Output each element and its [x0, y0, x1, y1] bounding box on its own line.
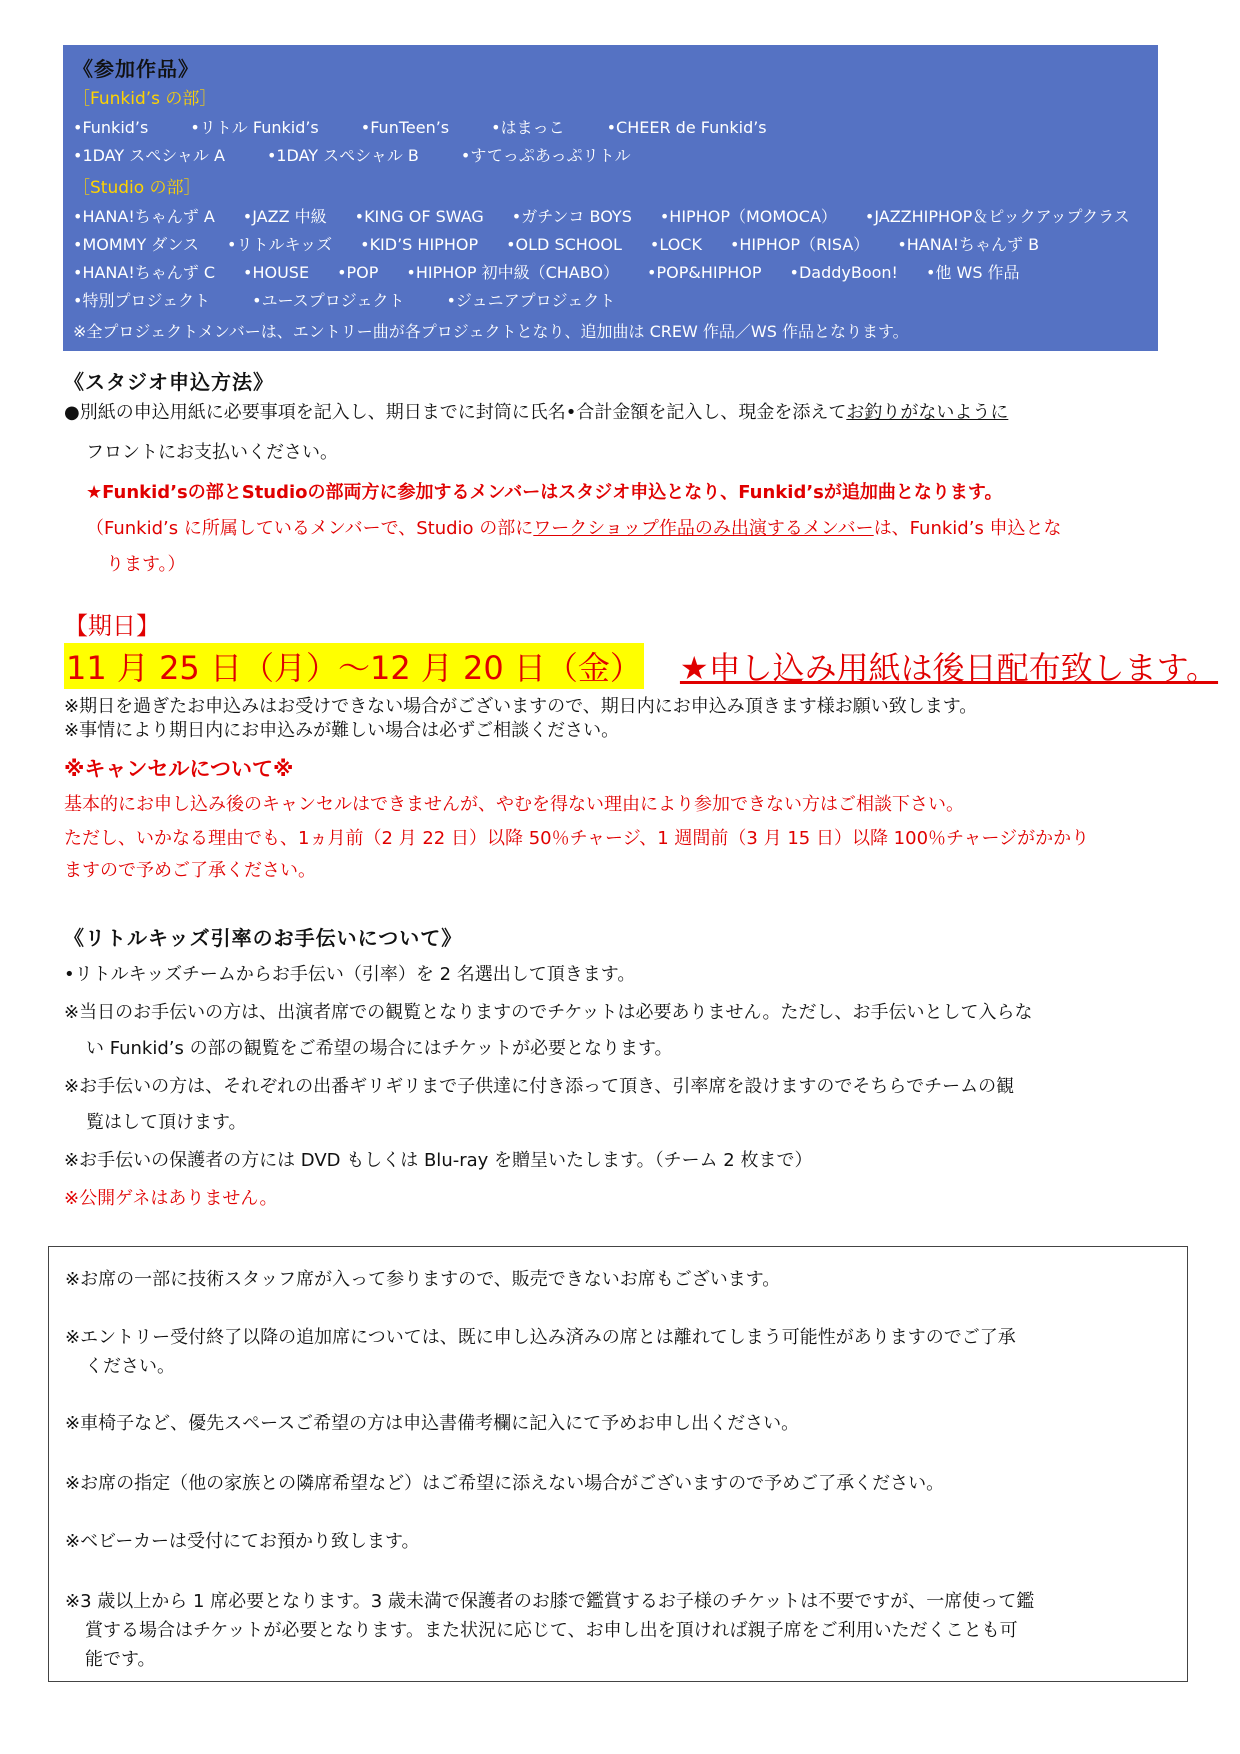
list-item: •LOCK: [649, 235, 702, 254]
deadline-date: 11 月 25 日（月）～12 月 20 日（金）: [64, 643, 644, 689]
workshop-only-emphasis: ワークショップ作品のみ出演するメンバー: [533, 518, 874, 539]
no-change-emphasis: お釣りがないように: [846, 402, 1009, 423]
cancel-heading: ※キャンセルについて※: [64, 757, 294, 781]
cancel-line-3: ますので予めご了承ください。: [64, 860, 316, 881]
list-item: •HANA!ちゃんず B: [897, 235, 1040, 254]
list-item: •OLD SCHOOL: [506, 235, 622, 254]
list-item: •HANA!ちゃんず C: [73, 263, 216, 282]
list-item: •1DAY スペシャル B: [266, 146, 419, 165]
helpers-heading: 《リトルキッズ引率のお手伝いについて》: [64, 926, 463, 950]
helpers-line-5: 覧はして頂けます。: [86, 1112, 247, 1133]
apply-line-1-text: ●別紙の申込用紙に必要事項を記入し、期日までに封筒に氏名•合計金額を記入し、現金を添えて: [64, 402, 847, 423]
helpers-line-6: ※お手伝いの保護者の方には DVD もしくは Blu-ray を贈呈いたします。（チーム 2 枚まで）: [64, 1150, 813, 1171]
list-item: •JAZZHIPHOP＆ピックアップクラス: [864, 207, 1130, 226]
list-item: •HOUSE: [243, 263, 310, 282]
apply-line-1: [64, 398, 1008, 428]
funkids-row-2: [73, 147, 1148, 165]
seating-note-6-end: 能です。: [85, 1649, 156, 1670]
list-item: •特別プロジェクト: [73, 291, 211, 310]
entries-panel: [63, 45, 1158, 351]
list-item: •リトル Funkid’s: [190, 118, 319, 137]
studio-row-4: [73, 292, 1148, 310]
seating-note-2: ※エントリー受付終了以降の追加席については、既に申し込み済みの席とは離れてしまう可能性がありますのでご了承: [65, 1327, 1016, 1348]
list-item: •MOMMY ダンス: [73, 235, 199, 254]
helpers-line-2: ※当日のお手伝いの方は、出演者席での観覧となりますのでチケットは必要ありません。ただし、お手伝いとして入らな: [64, 1002, 1033, 1023]
deadline-note-1: ※期日を過ぎたお申込みはお受けできない場合がございますので、期日内にお申込み頂きます様お願い致します。: [64, 696, 978, 717]
list-item: •HIPHOP 初中級（CHABO）: [406, 263, 620, 282]
studio-row-3: [73, 264, 1148, 282]
apply-heading: 《スタジオ申込方法》: [64, 370, 274, 394]
cancel-line-2: ただし、いかなる理由でも、1ヵ月前（2 月 22 日）以降 50％チャージ、1 週間前（3 月 15 日）以降 100％チャージがかかり: [64, 828, 1090, 849]
seating-note-4: ※お席の指定（他の家族との隣席希望など）はご希望に添えない場合がございますので予めご了承ください。: [65, 1473, 945, 1494]
list-item: •1DAY スペシャル A: [73, 146, 225, 165]
list-item: •ガチンコ BOYS: [511, 207, 632, 226]
list-item: •POP&HIPHOP: [647, 263, 762, 282]
apply-paren-text-2: は、Funkid’s 申込とな: [873, 518, 1062, 539]
apply-line-2: フロントにお支払いください。: [86, 442, 338, 463]
studio-row-1: [73, 208, 1148, 226]
entries-heading: 《参加作品》: [73, 57, 199, 81]
seating-note-5: ※ベビーカーは受付にてお預かり致します。: [65, 1531, 420, 1552]
list-item: •FunTeen’s: [360, 118, 450, 137]
entries-note: ※全プロジェクトメンバーは、エントリー曲が各プロジェクトとなり、追加曲は CREW 作品／WS 作品となります。: [73, 322, 909, 341]
list-item: •リトルキッズ: [227, 235, 333, 254]
seating-note-1: ※お席の一部に技術スタッフ席が入って参りますので、販売できないお席もございます。: [65, 1269, 781, 1290]
seating-note-6: ※3 歳以上から 1 席必要となります。3 歳未満で保護者のお膝で鑑賞するお子様のチケットは不要ですが、一席使って鑑: [65, 1591, 1035, 1612]
list-item: •はまっこ: [491, 118, 565, 137]
apply-paren-line: [86, 514, 1062, 544]
seating-note-3: ※車椅子など、優先スペースご希望の方は申込書備考欄に記入にて予めお申し出ください。: [65, 1413, 800, 1434]
list-item: •ユースプロジェクト: [252, 291, 405, 310]
list-item: •他 WS 作品: [925, 263, 1020, 282]
studio-row-2: [73, 236, 1148, 254]
helpers-line-7: ※公開ゲネはありません。: [64, 1188, 278, 1209]
list-item: •DaddyBoon!: [789, 263, 898, 282]
apply-star-line: ★Funkid’sの部とStudioの部両方に参加するメンバーはスタジオ申込となり、Funkid’sが追加曲となります。: [86, 482, 1003, 503]
list-item: •すてっぷあっぷリトル: [460, 146, 631, 165]
list-item: •KID’S HIPHOP: [360, 235, 479, 254]
list-item: •HIPHOP（MOMOCA）: [659, 207, 837, 226]
seating-note-2-cont: ください。: [85, 1356, 175, 1377]
form-distribution-notice: ★申し込み用紙は後日配布致します。: [679, 649, 1219, 687]
helpers-line-4: ※お手伝いの方は、それぞれの出番ギリギリまで子供達に付き添って頂き、引率席を設けますのでそちらでチームの観: [64, 1076, 1015, 1097]
list-item: •ジュニアプロジェクト: [446, 291, 616, 310]
helpers-line-1: •リトルキッズチームからお手伝い（引率）を 2 名選出して頂きます。: [64, 964, 636, 985]
apply-paren-text: （Funkid’s に所属しているメンバーで、Studio の部に: [86, 518, 534, 539]
list-item: •Funkid’s: [73, 118, 149, 137]
funkids-section-heading: ［Funkid’s の部］: [73, 89, 217, 109]
studio-section-heading: ［Studio の部］: [73, 178, 201, 198]
list-item: •HIPHOP（RISA）: [729, 235, 870, 254]
list-item: •HANA!ちゃんず A: [73, 207, 215, 226]
list-item: •KING OF SWAG: [354, 207, 484, 226]
deadline-note-2: ※事情により期日内にお申込みが難しい場合は必ずご相談ください。: [64, 720, 620, 741]
cancel-line-1: 基本的にお申し込み後のキャンセルはできませんが、やむを得ない理由により参加できない方はご相談下さい。: [64, 794, 964, 815]
funkids-row-1: [73, 119, 1148, 137]
deadline-label: 【期日】: [64, 612, 160, 640]
list-item: •CHEER de Funkid’s: [606, 118, 767, 137]
helpers-line-3: い Funkid’s の部の観覧をご希望の場合にはチケットが必要となります。: [86, 1038, 673, 1059]
list-item: •JAZZ 中級: [242, 207, 327, 226]
apply-paren-line-2: ります。）: [106, 554, 186, 575]
list-item: •POP: [337, 263, 379, 282]
seating-notes-box: [48, 1246, 1188, 1682]
deadline-date-line: [64, 646, 1218, 686]
seating-note-6-cont: 賞する場合はチケットが必要となります。また状況に応じて、お申し出を頂ければ親子席をご利用いただくことも可: [85, 1620, 1018, 1641]
